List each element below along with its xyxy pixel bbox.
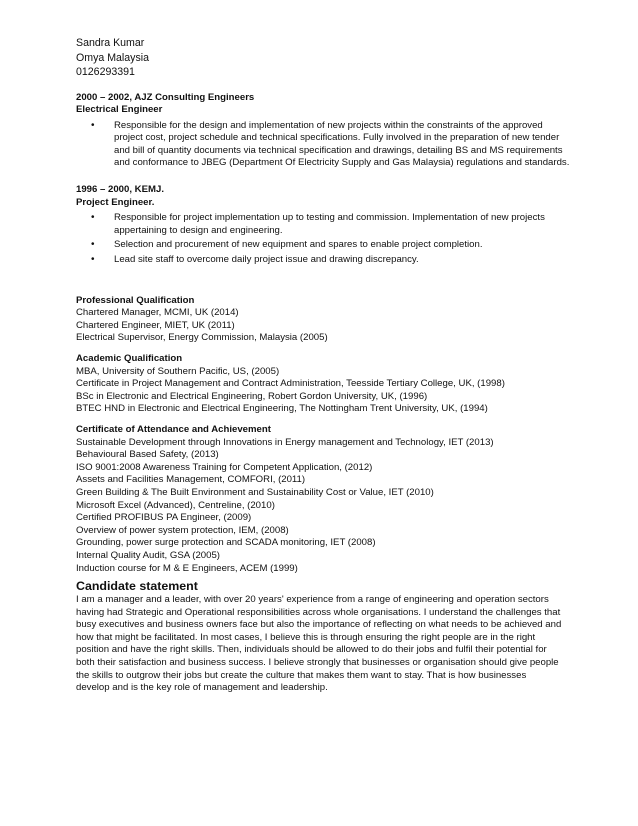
bullet-icon: • (91, 119, 95, 131)
list-item: Overview of power system protection, IEM, (2008) (76, 524, 289, 536)
list-item (76, 254, 588, 267)
list-item: Green Building & The Built Environment and Sustainability Cost or Value, IET (2010) (76, 486, 434, 498)
section-heading: Professional Qualification (76, 294, 195, 306)
experience-bullet-list (76, 120, 588, 170)
bullet-text: Responsible for the design and implementation of new projects within the constraints of the approved project cost, project schedule and technical specifications. Fully involved in the preparation of new tender and bill of quantity documents via technical specification and drawings, detailing BS and MS requirements and conformance to JBEG (Department Of Electricity Supply and Gas Malaysia) regulations and standards. (114, 119, 570, 169)
list-item (76, 212, 588, 237)
academic-qualification-section (76, 353, 588, 416)
experience-entry-2 (76, 184, 588, 267)
list-item (76, 120, 588, 170)
candidate-company: Omya Malaysia (76, 51, 149, 64)
experience-role: Project Engineer. (76, 196, 155, 208)
professional-qualification-section (76, 295, 588, 345)
list-item: Certificate in Project Management and Contract Administration, Teesside Tertiary College, UK, (1998) (76, 378, 505, 390)
bullet-text: Lead site staff to overcome daily project issue and drawing discrepancy. (114, 254, 419, 266)
list-item: Assets and Facilities Management, COMFORI, (2011) (76, 474, 306, 486)
candidate-name: Sandra Kumar (76, 37, 145, 49)
bullet-icon: • (91, 239, 95, 251)
experience-period-company: 1996 – 2000, KEMJ. (76, 184, 165, 196)
experience-entry-1 (76, 92, 588, 171)
list-item: BSc in Electronic and Electrical Engineering, Robert Gordon University, UK, (1996) (76, 390, 428, 402)
experience-period-company: 2000 – 2002, AJZ Consulting Engineers (76, 91, 255, 103)
experience-bullet-list (76, 212, 588, 266)
list-item: Internal Quality Audit, GSA (2005) (76, 549, 220, 561)
list-item: Induction course for M & E Engineers, ACEM (1999) (76, 562, 298, 574)
list-item (76, 239, 588, 252)
statement-heading: Candidate statement (76, 579, 198, 594)
list-item: Microsoft Excel (Advanced), Centreline, (2010) (76, 499, 275, 511)
list-item: Behavioural Based Safety, (2013) (76, 449, 219, 461)
list-item: Chartered Manager, MCMI, UK (2014) (76, 307, 239, 319)
list-item: Certified PROFIBUS PA Engineer, (2009) (76, 512, 252, 524)
bullet-icon: • (91, 254, 95, 266)
contact-header (76, 36, 588, 80)
list-item: ISO 9001:2008 Awareness Training for Competent Application, (2012) (76, 461, 373, 473)
list-item: Electrical Supervisor, Energy Commission, Malaysia (2005) (76, 332, 328, 344)
list-item: Grounding, power surge protection and SCADA monitoring, IET (2008) (76, 537, 376, 549)
list-item: Chartered Engineer, MIET, UK (2011) (76, 319, 235, 331)
section-heading: Academic Qualification (76, 353, 183, 364)
experience-role: Electrical Engineer (76, 104, 163, 116)
candidate-statement-section (76, 578, 588, 695)
bullet-text: Selection and procurement of new equipment and spares to enable project completion. (114, 239, 483, 251)
candidate-phone: 0126293391 (76, 66, 135, 78)
bullet-text: Responsible for project implementation up to testing and commission. Implementation of new projects appertaining to design and engineering. (114, 212, 545, 236)
list-item: BTEC HND in Electronic and Electrical Engineering, The Nottingham Trent University, UK, (1994) (76, 403, 488, 415)
statement-body: I am a manager and a leader, with over 20 years' experience from a range of engineering and operation sectors having had Strategic and Operational responsibilities across whole organisations. I understand the challenges that busy executives and business owners face but also the importance of reflecting on what needs to be achieved and how that might be facilitated. In most cases, I believe this is through ensuring the right people are in the right position and have the right skills. Then, individuals should be allowed to do their jobs and fulfil their potential for both their satisfaction and business success. I believe strongly that businesses or organisation should give people the skills to outgrow their jobs but create the culture that makes them want to stay. That is how businesses develop and is the key role of management and leadership. (76, 594, 562, 694)
list-item: Sustainable Development through Innovations in Energy management and Technology, IET (2013) (76, 436, 494, 448)
list-item: MBA, University of Southern Pacific, US, (2005) (76, 365, 280, 377)
bullet-icon: • (91, 212, 95, 224)
section-heading: Certificate of Attendance and Achievement (76, 423, 271, 435)
certificates-section (76, 424, 588, 575)
